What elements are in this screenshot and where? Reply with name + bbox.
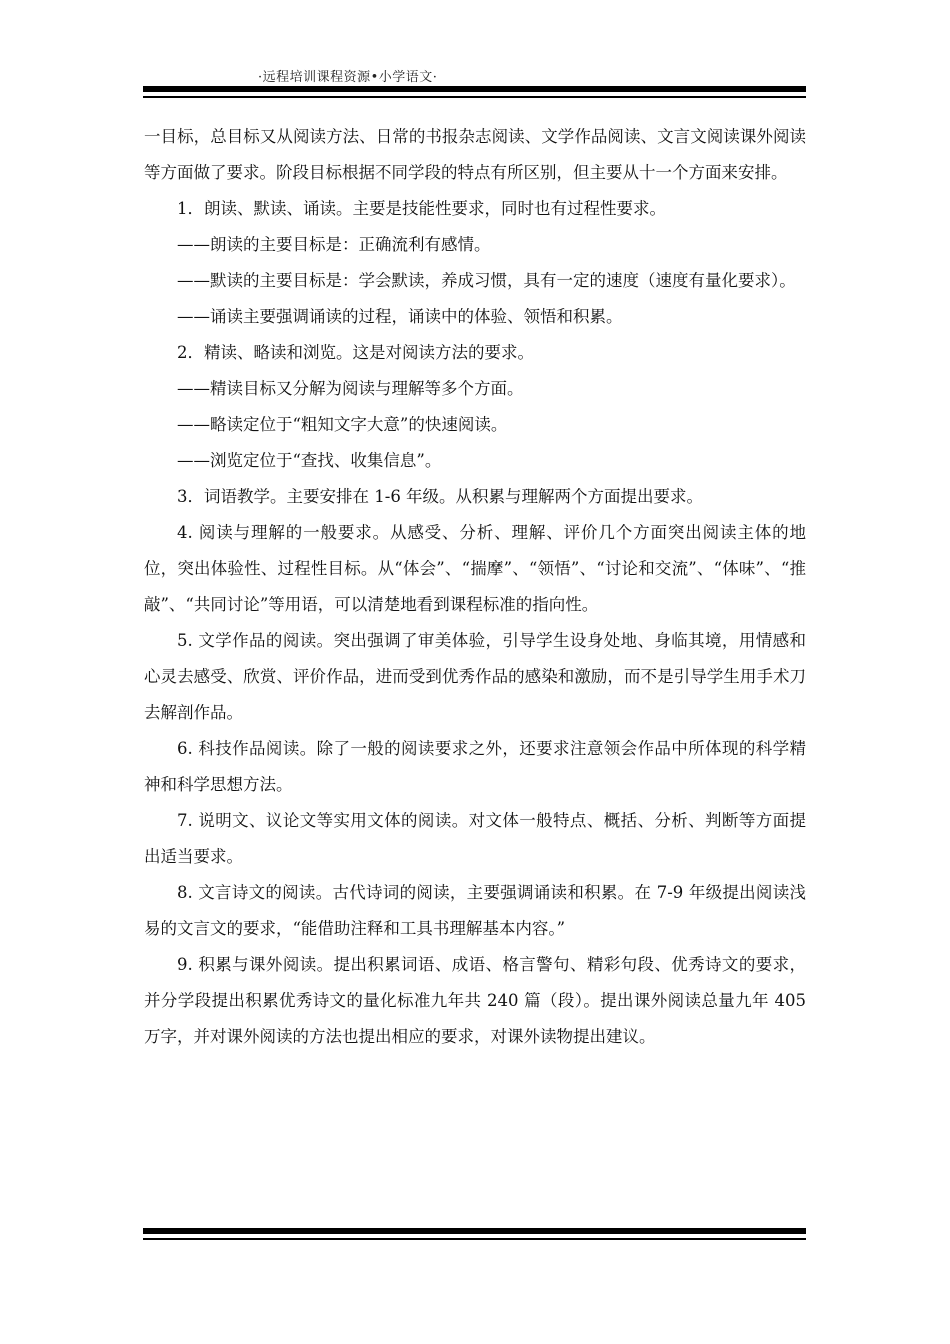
paragraph-sub-recitation: ——诵读主要强调诵读的过程，诵读中的体验、领悟和积累。 <box>177 307 623 326</box>
footer-rule-thin <box>143 1238 806 1240</box>
footer-rule-thick <box>143 1228 806 1234</box>
paragraph-item-9: 9. 积累与课外阅读。提出积累词语、成语、格言警句、精彩句段、优秀诗文的要求，并分学段提出积累优秀诗文的量化标准九年共 240 篇（段）。提出课外阅读总量九年 405 万字，并对课外阅读的方法也提出相应的要求，对课外读物提出建议。 <box>144 955 806 1046</box>
paragraph-item-1: 1．朗读、默读、诵读。主要是技能性要求，同时也有过程性要求。 <box>177 199 666 218</box>
paragraph-item-6: 6. 科技作品阅读。除了一般的阅读要求之外，还要求注意领会作品中所体现的科学精神和科学思想方法。 <box>144 739 806 794</box>
header-rule-thin <box>143 96 806 98</box>
paragraph-item-7: 7. 说明文、议论文等实用文体的阅读。对文体一般特点、概括、分析、判断等方面提出适当要求。 <box>144 811 806 866</box>
paragraph-sub-silent-reading: ——默读的主要目标是：学会默读，养成习惯，具有一定的速度（速度有量化要求）。 <box>177 271 796 290</box>
paragraph-sub-reading-aloud: ——朗读的主要目标是：正确流利有感情。 <box>177 235 491 254</box>
paragraph-continuation: 一目标，总目标又从阅读方法、日常的书报杂志阅读、文学作品阅读、文言文阅读课外阅读等方面做了要求。阶段目标根据不同学段的特点有所区别，但主要从十一个方面来安排。 <box>144 127 806 182</box>
paragraph-item-2: 2．精读、略读和浏览。这是对阅读方法的要求。 <box>177 343 534 362</box>
paragraph-item-5: 5. 文学作品的阅读。突出强调了审美体验，引导学生设身处地、身临其境，用情感和心灵去感受、欣赏、评价作品，进而受到优秀作品的感染和激励，而不是引导学生用手术刀去解剖作品。 <box>144 631 806 722</box>
document-body <box>144 119 806 1055</box>
paragraph-sub-browsing: ——浏览定位于“查找、收集信息”。 <box>177 451 442 470</box>
paragraph-item-3: 3．词语教学。主要安排在 1-6 年级。从积累与理解两个方面提出要求。 <box>177 487 704 506</box>
paragraph-item-8: 8. 文言诗文的阅读。古代诗词的阅读，主要强调诵读和积累。在 7-9 年级提出阅读浅易的文言文的要求，“能借助注释和工具书理解基本内容。” <box>144 883 806 938</box>
paragraph-sub-intensive-reading: ——精读目标又分解为阅读与理解等多个方面。 <box>177 379 524 398</box>
paragraph-item-4: 4. 阅读与理解的一般要求。从感受、分析、理解、评价几个方面突出阅读主体的地位，突出体验性、过程性目标。从“体会”、“揣摩”、“领悟”、“讨论和交流”、“体味”、“推敲”、“共同讨论”等用语，可以清楚地看到课程标准的指向性。 <box>144 523 806 614</box>
header-rule-thick <box>143 86 806 92</box>
header-title: ·远程培训课程资源•小学语文· <box>258 70 438 85</box>
paragraph-sub-skimming: ——略读定位于“粗知文字大意”的快速阅读。 <box>177 415 508 434</box>
